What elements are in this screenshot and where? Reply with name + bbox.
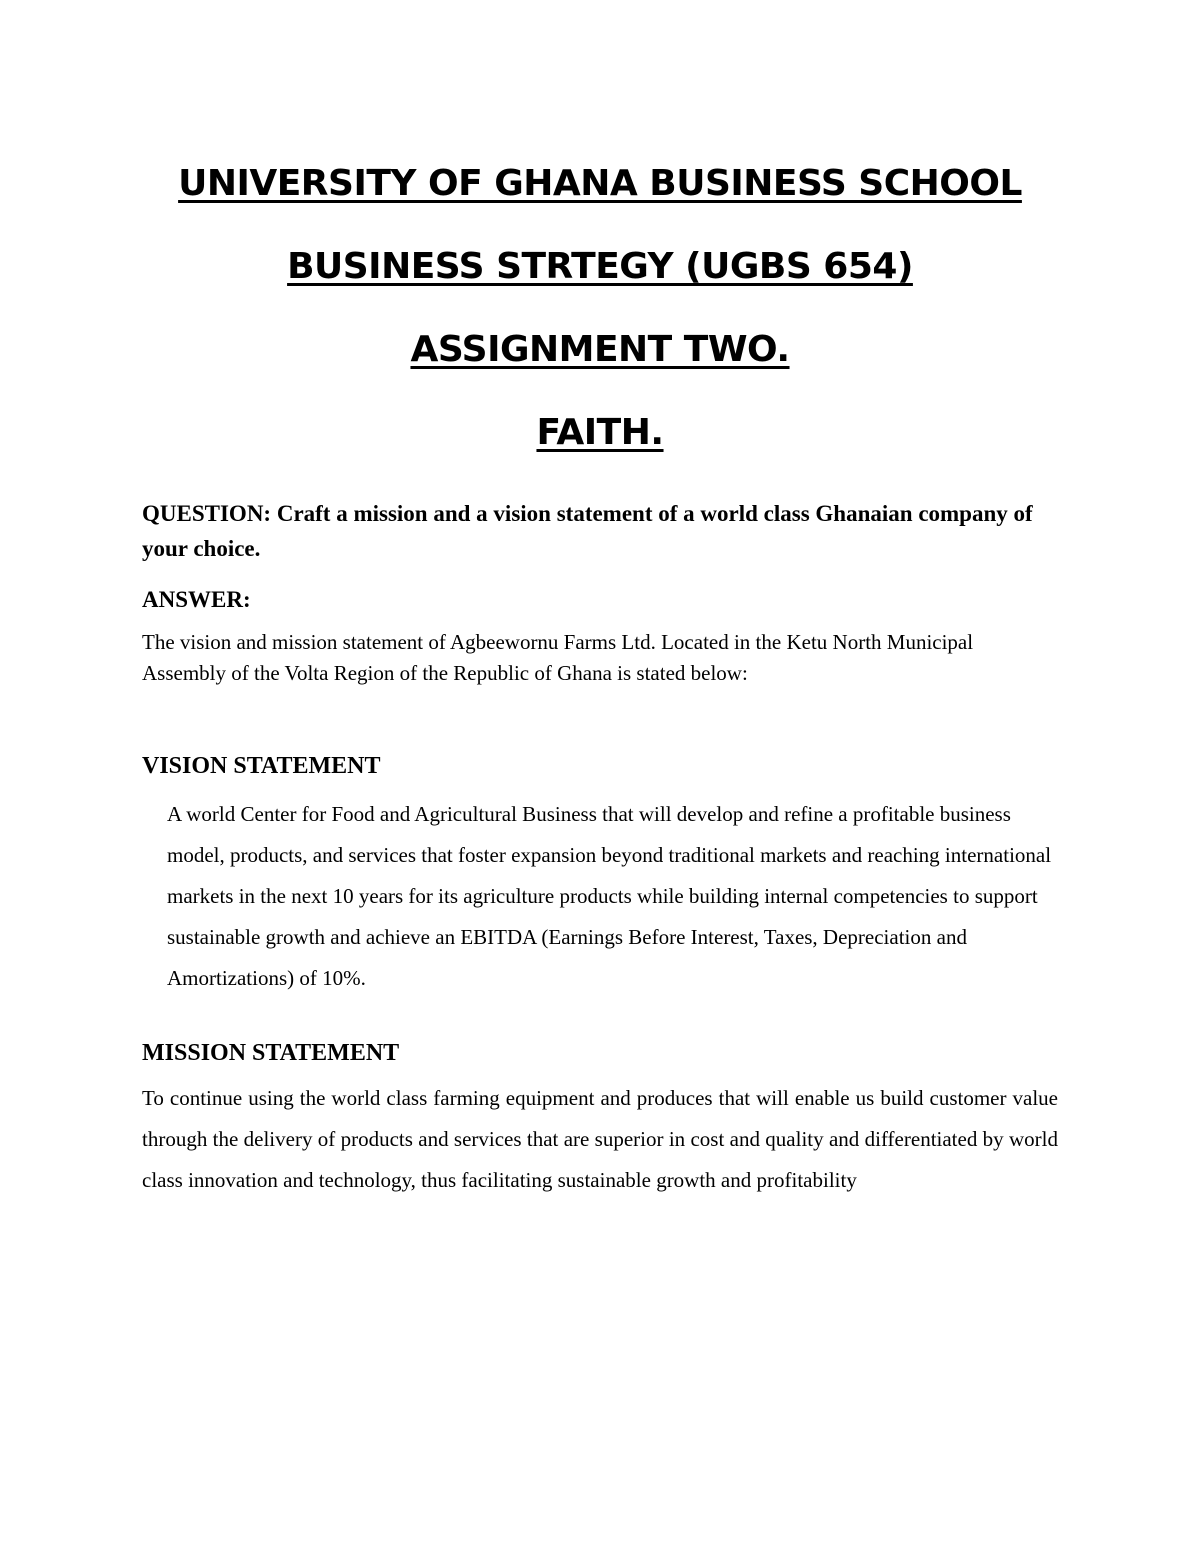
vision-heading: VISION STATEMENT xyxy=(142,753,381,779)
student-name: FAITH. xyxy=(536,412,664,453)
course-title: BUSINESS STRTEGY (UGBS 654) xyxy=(287,246,913,287)
answer-label: ANSWER: xyxy=(142,587,251,612)
assignment-title: ASSIGNMENT TWO. xyxy=(410,329,790,370)
question-text: QUESTION: Craft a mission and a vision statement of a world class Ghanaian company of your choice. xyxy=(142,501,1033,561)
mission-statement: To continue using the world class farming equipment and produces that will enable us build customer value through the delivery of products and services that are superior in cost and quality and differentiated by world class innovation and technology, thus facilitating sustainable growth and profitability xyxy=(142,1086,1058,1192)
answer-intro: The vision and mission statement of Agbeewornu Farms Ltd. Located in the Ketu North Municipal Assembly of the Volta Region of the Republic of Ghana is stated below: xyxy=(142,630,974,685)
title-block xyxy=(0,142,1200,474)
mission-heading: MISSION STATEMENT xyxy=(142,1040,400,1066)
university-title: UNIVERSITY OF GHANA BUSINESS SCHOOL xyxy=(178,163,1022,204)
vision-statement: A world Center for Food and Agricultural Business that will develop and refine a profitable business model, products, and services that foster expansion beyond traditional markets and reaching international markets in the next 10 years for its agriculture products while building internal competencies to support sustainable growth and achieve an EBITDA (Earnings Before Interest, Taxes, Depreciation and Amortizations) of 10%. xyxy=(167,802,1052,990)
